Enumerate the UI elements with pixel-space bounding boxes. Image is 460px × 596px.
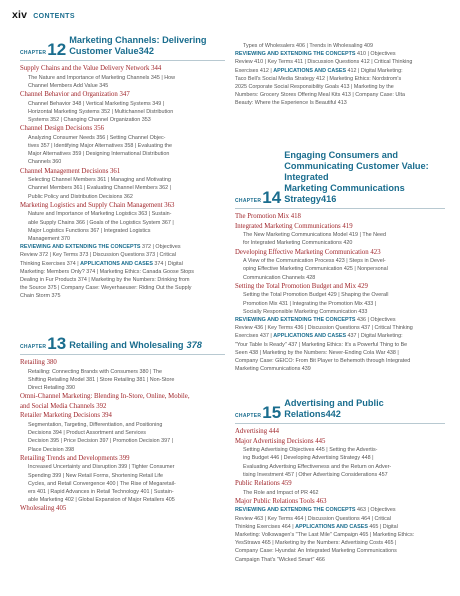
chapter-14	[235, 150, 445, 373]
review-line	[235, 83, 445, 91]
chapter-label: CHAPTER	[235, 198, 262, 204]
chapter-title-line: Communicating Customer Value: Integrated	[284, 161, 429, 182]
subsection-entry: ers 401 | Rapid Advances in Retail Technology 401 | Sustain-	[28, 489, 174, 495]
chapter-title-line: Marketing Channels: Delivering	[69, 35, 207, 45]
subsection-entry: able Marketing 402 | Global Expansion of Major Retailers 405	[28, 497, 175, 504]
section-entry: Major Advertising Decisions 445	[235, 437, 326, 445]
chapter-title-block	[69, 35, 206, 57]
chapter-title-line: Retailing and Wholesaling 378	[69, 340, 202, 350]
subsection-entry: Management 370	[28, 236, 70, 243]
subsection-entry: Types of Wholesalers 406 | Trends in Wholesaling 409	[243, 43, 373, 49]
subsection-entry: Cycles, and Retail Convergence 400 | The Rise of Megaretail-	[28, 480, 176, 487]
review-heading: REVIEWING AND EXTENDING THE CONCEPTS	[235, 51, 356, 58]
subsection-entry: Retailing: Connecting Brands with Consumers 380 | The	[28, 368, 163, 375]
chapter-title-block	[284, 150, 445, 205]
review-text: Company Case: Hyundai: An Integrated Marketing Communications	[235, 548, 397, 555]
chapter-number: 13	[47, 334, 67, 353]
cases-heading: APPLICATIONS AND CASES	[273, 67, 347, 74]
chapter-title-line: Relations442	[284, 409, 341, 419]
subsection-entry: Increased Uncertainty and Disruption 399 | Tighter Consumer	[28, 464, 175, 471]
subsection-entry: Setting Advertising Objectives 445 | Setting the Advertis-	[243, 447, 378, 454]
subsection-entry: ing Budget 446 | Developing Advertising Strategy 448 |	[243, 455, 374, 462]
review-line	[235, 75, 445, 83]
review-text: 412 | Digital Marketing:	[346, 67, 403, 74]
review-line	[20, 260, 225, 268]
review-text: 372 | Objectives	[140, 244, 181, 251]
chapter-heading	[20, 35, 225, 57]
chapter-number: 14	[262, 188, 282, 207]
subsection-entry: Shifting Retailing Model 381 | Store Retailing 381 | Non-Store	[28, 376, 175, 383]
review-line	[235, 547, 445, 555]
review-text: Beauty: Where the Experience Is Beautiful 413	[235, 100, 347, 107]
review-line	[235, 531, 445, 539]
chapter-page: 442	[325, 409, 341, 419]
review-text: Campaign That's "Wicked Smart" 466	[235, 556, 325, 563]
review-line	[235, 506, 445, 514]
review-line	[235, 365, 445, 373]
subsection-entry: Public Policy and Distribution Decisions 362	[28, 193, 133, 200]
review-text: 463 | Objectives	[355, 507, 396, 514]
chapter-12	[20, 35, 225, 301]
chapter-label: CHAPTER	[20, 50, 47, 56]
section-entry: Retailer Marketing Decisions 394	[20, 412, 112, 420]
section-entry: Marketing Logistics and Supply Chain Management 363	[20, 201, 175, 209]
chapter-label: CHAPTER	[20, 344, 47, 350]
review-text: 437 | Digital Marketing:	[346, 333, 403, 340]
review-line	[235, 91, 445, 99]
subsection-entry: Place Decision 398	[28, 446, 75, 453]
review-line	[235, 316, 445, 324]
review-text: Marketing: Members Only? 374 | Marketing Ethics: Canada Goose Stops	[20, 268, 194, 275]
section-entry: Omni-Channel Marketing: Blending In-Store, Online, Mobile,	[20, 393, 190, 401]
chapter-number: 12	[47, 40, 67, 59]
subsection-entry: The Nature and Importance of Marketing Channels 345 | How	[28, 74, 176, 81]
subsection-entry: A View of the Communication Process 423 | Steps in Devel-	[243, 258, 386, 265]
subsection-entry: able Supply Chains 366 | Goals of the Logistics System 367 |	[28, 219, 174, 226]
review-line	[235, 324, 445, 332]
section-entry: Developing Effective Marketing Communication 423	[235, 248, 381, 256]
chapter-13-continued	[235, 42, 445, 108]
review-text: Marketing: Volkswagen's "The Last Mile" Campaign 465 | Marketing Ethics:	[235, 532, 415, 538]
chapter-heading	[20, 336, 225, 351]
section-entry: Advertising 444	[235, 428, 279, 435]
review-line	[20, 276, 225, 284]
subsection-entry: Major Alternatives 359 | Designing International Distribution	[28, 151, 170, 158]
subsection-entry: tising Investment 457 | Other Advertising Considerations 457	[243, 471, 388, 478]
review-line	[235, 523, 445, 531]
subsection-entry: Segmentation, Targeting, Differentiation, and Positioning	[28, 421, 163, 428]
review-text: YesStraws 465 | Marketing by the Numbers: Advertising Costs 465 |	[235, 540, 397, 547]
review-line	[235, 58, 445, 66]
section-entry: Retailing Trends and Developments 399	[20, 454, 130, 462]
review-line	[20, 284, 225, 292]
review-line	[235, 515, 445, 523]
review-line	[235, 99, 445, 107]
running-head: CONTENTS	[33, 13, 75, 20]
section-entry: Public Relations 459	[235, 480, 292, 487]
chapter-label: CHAPTER	[235, 413, 262, 419]
chapter-divider	[235, 208, 445, 209]
subsection-entry: Communication Channels 428	[243, 274, 316, 281]
subsection-entry: Analyzing Consumer Needs 356 | Setting Channel Objec-	[28, 134, 166, 141]
review-text: Marketing Communications 439	[235, 366, 311, 373]
section-entry: Channel Management Decisions 361	[20, 167, 121, 175]
review-line	[235, 332, 445, 340]
subsection-entry: Channel Members Add Value 345	[28, 82, 109, 89]
subsection-entry: Promotion Mix 431 | Integrating the Promotion Mix 433 |	[243, 300, 377, 307]
review-text: the Source 375 | Company Case: Weyerhaeuser: Riding Out the Supply	[20, 285, 192, 292]
chapter-title-line: Marketing Communications Strategy416	[284, 183, 405, 204]
page-header	[12, 9, 75, 23]
review-line	[20, 243, 225, 251]
chapter-heading	[235, 150, 445, 205]
chapter-page: 342	[138, 46, 154, 56]
review-text: Exercises 412 |	[235, 67, 274, 74]
review-text: "Your Table Is Ready" 437 | Marketing Ethics: It's a Powerful Thing to Be	[235, 341, 408, 348]
review-heading: REVIEWING AND EXTENDING THE CONCEPTS	[235, 507, 356, 514]
review-text: Review 372 | Key Terms 373 | Discussion Questions 373 | Critical	[20, 252, 177, 259]
review-line	[20, 268, 225, 276]
review-line	[235, 349, 445, 357]
subsection-entry: oping Effective Marketing Communication 425 | Nonpersonal	[243, 266, 388, 273]
page-number: xiv	[12, 9, 28, 21]
chapter-number: 15	[262, 403, 282, 422]
subsection-entry: Nature and Importance of Marketing Logistics 363 | Sustain-	[28, 211, 172, 218]
chapter-title-block	[284, 398, 384, 420]
chapter-title-line: Advertising and Public	[284, 398, 384, 408]
review-text: 465 | Digital	[367, 523, 398, 530]
subsection-entry: Evaluating Advertising Effectiveness and the Return on Adver-	[243, 463, 392, 470]
review-line	[235, 341, 445, 349]
chapter-title-line: Engaging Consumers and	[284, 150, 399, 160]
subsection-entry: Selecting Channel Members 361 | Managing and Motivating	[28, 177, 171, 184]
section-entry: Channel Design Decisions 356	[20, 125, 105, 133]
subsection-entry: Channel Behavior 348 | Vertical Marketing Systems 349 |	[28, 100, 165, 107]
subsection-entry: The Role and Impact of PR 462	[243, 489, 319, 496]
review-text: Seen 438 | Marketing by the Numbers: Never-Ending Cola War 438 |	[235, 349, 399, 356]
subsection-entry: Horizontal Marketing Systems 352 | Multichannel Distribution	[28, 108, 174, 115]
chapter-15	[235, 398, 445, 564]
subsection-entry: Setting the Total Promotion Budget 429 | Shaping the Overall	[243, 292, 389, 299]
cases-heading: APPLICATIONS AND CASES	[295, 523, 368, 530]
subsection-entry: Decision 395 | Price Decision 397 | Promotion Decision 397 |	[28, 438, 174, 445]
subsection-entry: Socially Responsible Marketing Communication 433	[243, 308, 368, 315]
chapter-divider	[20, 60, 225, 61]
review-text: Thinking Exercises 464 |	[235, 523, 296, 530]
subsection-entry: Systems 352 | Changing Channel Organization 353	[28, 117, 151, 123]
review-line	[235, 539, 445, 547]
review-line	[235, 556, 445, 564]
review-line	[235, 67, 445, 75]
review-text: Numbers: Grocery Stores Offering Meal Kits 413 | Company Case: Ulta	[235, 92, 405, 99]
review-text: 2025 Corporate Social Responsibility Goals 413 | Marketing by the	[235, 84, 394, 91]
review-text: 374 | Digital	[152, 260, 183, 267]
chapter-title-block	[69, 340, 202, 351]
subsection-entry: Channels 360	[28, 159, 62, 166]
cases-heading: APPLICATIONS AND CASES	[273, 333, 347, 340]
section-entry: Channel Behavior and Organization 347	[20, 91, 130, 98]
subsection-entry: tives 357 | Identifying Major Alternatives 358 | Evaluating the	[28, 143, 172, 149]
section-entry: Supply Chains and the Value Delivery Network 344	[20, 65, 162, 72]
chapter-divider	[20, 354, 225, 355]
subsection-entry: Decisions 394 | Product Assortment and Services	[28, 430, 146, 437]
section-entry: Wholesaling 405	[20, 505, 67, 513]
subsection-entry: The New Marketing Communications Model 419 | The Need	[243, 232, 387, 239]
review-text: Dealing in Fur Products 374 | Marketing by the Numbers: Drinking from	[20, 277, 190, 284]
subsection-entry: Direct Retailing 390	[28, 385, 76, 391]
review-text: Review 463 | Key Terms 464 | Discussion Questions 464 | Critical	[235, 515, 392, 522]
review-text: 436 | Objectives	[355, 317, 396, 323]
chapter-heading	[235, 398, 445, 420]
chapter-title-line: Customer Value342	[69, 46, 154, 56]
review-text: Taco Bell's Social Media Strategy 412 | Marketing Ethics: Nordstrom's	[235, 75, 402, 82]
review-text: Review 410 | Key Terms 411 | Discussion Questions 412 | Critical Thinking	[235, 59, 413, 66]
review-line	[20, 251, 225, 259]
review-heading: REVIEWING AND EXTENDING THE CONCEPTS	[20, 244, 141, 251]
review-text: 410 | Objectives	[355, 51, 396, 58]
section-entry: and Social Media Channels 392	[20, 402, 107, 410]
chapter-13	[20, 336, 225, 514]
section-entry: Integrated Marketing Communications 419	[235, 222, 353, 230]
review-line	[235, 357, 445, 365]
chapter-page: 378	[186, 340, 202, 350]
review-text: Chain Storm 375	[20, 293, 61, 300]
review-heading: REVIEWING AND EXTENDING THE CONCEPTS	[235, 317, 356, 323]
review-line	[20, 292, 225, 300]
subsection-entry: Channel Members 361 | Evaluating Channel Members 362 |	[28, 185, 172, 192]
review-text: Thinking Exercises 374 |	[20, 260, 81, 267]
chapter-page: 416	[320, 194, 337, 204]
subsection-entry: for Integrated Marketing Communications 420	[243, 240, 353, 247]
review-text: Exercises 437 |	[235, 333, 274, 340]
review-text: Company Case: GEICO: From Bit Player to Behemoth through Integrated	[235, 358, 411, 365]
section-entry: Major Public Relations Tools 463	[235, 497, 327, 505]
cases-heading: APPLICATIONS AND CASES	[80, 260, 153, 267]
section-entry: Setting the Total Promotion Budget and Mix 429	[235, 282, 368, 290]
review-text: Review 436 | Key Terms 436 | Discussion Questions 437 | Critical Thinking	[235, 325, 413, 332]
subsection-entry: Spending 399 | New Retail Forms, Shortening Retail Life	[28, 472, 164, 479]
section-entry: Retailing 380	[20, 359, 57, 366]
chapter-divider	[235, 423, 445, 424]
subsection-entry: Major Logistics Functions 367 | Integrated Logistics	[28, 227, 151, 234]
review-line	[235, 50, 445, 58]
section-entry: The Promotion Mix 418	[235, 213, 301, 220]
